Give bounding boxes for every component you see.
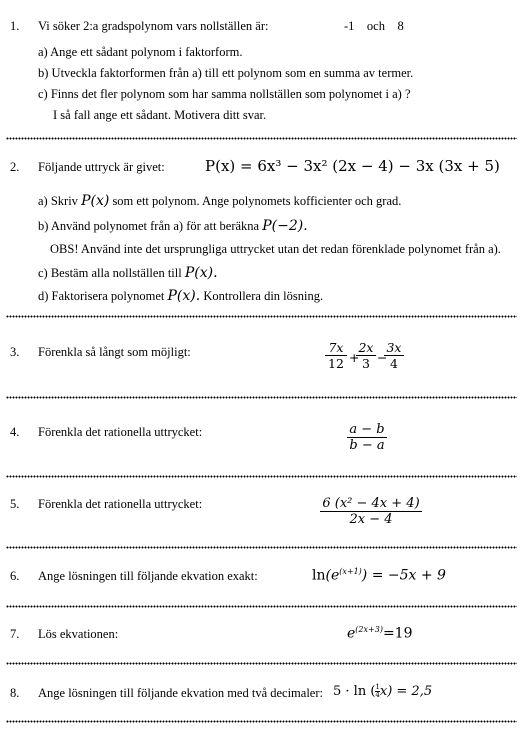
- q3-prompt: Förenkla så långt som möjligt:: [38, 345, 191, 359]
- q1-part-c: c) Finns det fler polynom som har samma nollställen som polynomet i a) ?: [38, 87, 411, 101]
- q2-c-prefix: c) Bestäm alla nollställen till: [38, 266, 182, 280]
- q4-number: 4.: [10, 425, 20, 439]
- q7-rhs: =19: [382, 625, 413, 642]
- q2-part-c: [38, 265, 218, 281]
- q6-equation: [312, 567, 446, 584]
- q2-d-prefix: d) Faktorisera polynomet: [38, 289, 165, 303]
- separator: [6, 720, 517, 723]
- separator: [6, 605, 517, 608]
- q7-exponent: (2x+3): [355, 625, 383, 634]
- q2-part-a: [38, 193, 401, 209]
- q4-numerator: a − b: [349, 422, 385, 437]
- q2-a-func: P(x): [81, 193, 110, 209]
- q2-expression: P(x) = 6x³ − 3x² (2x − 4) − 3x (3x + 5): [205, 157, 500, 175]
- q6-prompt: Ange lösningen till följande ekvation exakt:: [38, 569, 258, 583]
- q2-a-prefix: a) Skriv: [38, 194, 78, 208]
- q3-f2-numerator: 2x: [358, 340, 374, 355]
- q2-d-suffix: Kontrollera din lösning.: [203, 289, 324, 303]
- q6-exponent: (x+1): [339, 567, 362, 576]
- q8-number: 8.: [10, 686, 20, 700]
- separator: [6, 396, 517, 399]
- q3-operator-plus: +: [349, 350, 360, 365]
- separator: [6, 662, 517, 665]
- separator: [6, 546, 517, 549]
- q1-part-c-followup: I så fall ange ett sådant. Motivera ditt svar.: [53, 108, 267, 122]
- q2-part-b: [38, 218, 308, 234]
- q4-prompt: Förenkla det rationella uttrycket:: [38, 425, 203, 439]
- q3-number: 3.: [10, 345, 20, 359]
- q7-number: 7.: [10, 627, 20, 641]
- q8-frac-den: 4: [375, 691, 380, 699]
- q1-number: 1.: [10, 19, 20, 33]
- q1-part-a: a) Ange ett sådant polynom i faktorform.: [38, 45, 243, 59]
- q5-number: 5.: [10, 497, 20, 511]
- q4-fraction: [347, 422, 387, 453]
- q2-b-func: P(−2).: [262, 218, 308, 234]
- q2-obs-note: OBS! Använd inte det ursprungliga uttrycket utan det redan förenklade polynomet från a).: [50, 242, 501, 256]
- q1-prompt: Vi söker 2:a gradspolynom vars nollställen är:: [38, 19, 269, 33]
- q3-fraction-2: [356, 340, 376, 371]
- q2-number: 2.: [10, 160, 20, 174]
- q6-base: (e: [325, 567, 340, 584]
- q5-prompt: Förenkla det rationella uttrycket:: [38, 497, 203, 511]
- q3-fraction-1: [325, 340, 347, 371]
- q8-rhs: x) = 2,5: [379, 684, 433, 699]
- q8-prompt: Ange lösningen till följande ekvation med två decimaler:: [38, 686, 323, 700]
- q3-fraction-3: [384, 340, 404, 371]
- q8-lhs: 5 · ln (: [333, 684, 376, 699]
- q2-d-func: P(x).: [167, 288, 201, 304]
- q4-denominator: b − a: [349, 438, 385, 453]
- q2-b-prefix: b) Använd polynomet från a) för att beräkna: [38, 219, 260, 233]
- q3-f3-numerator: 3x: [386, 340, 402, 355]
- q1-zeros: -1 och 8: [344, 19, 404, 33]
- q3-f2-denominator: 3: [362, 356, 370, 371]
- separator: [6, 137, 517, 140]
- q8-frac-num: 1: [375, 683, 380, 691]
- q6-ln: ln: [312, 567, 326, 584]
- q3-f1-numerator: 7x: [328, 340, 344, 355]
- q5-fraction: [320, 496, 422, 527]
- q3-f3-denominator: 4: [390, 356, 398, 371]
- q2-a-suffix: som ett polynom. Ange polynomets kofficienter och grad.: [112, 194, 402, 208]
- q7-prompt: Lös ekvationen:: [38, 627, 119, 641]
- q2-part-d: [38, 288, 323, 304]
- q8-equation: [333, 684, 432, 699]
- q2-c-func: P(x).: [184, 265, 218, 281]
- q3-f1-denominator: 12: [328, 356, 344, 371]
- q7-base: e: [347, 625, 356, 642]
- q6-number: 6.: [10, 569, 20, 583]
- q1-part-b: b) Utveckla faktorformen från a) till ett polynom som en summa av termer.: [38, 66, 414, 80]
- q7-equation: [347, 625, 412, 643]
- q3-operator-minus: −: [377, 350, 388, 365]
- q5-denominator: 2x − 4: [349, 512, 393, 527]
- q6-rhs: ) = −5x + 9: [361, 567, 446, 584]
- separator: [6, 475, 517, 478]
- separator: [6, 315, 517, 318]
- q5-numerator: 6 (x² − 4x + 4): [322, 496, 420, 511]
- q2-prompt: Följande uttryck är givet:: [38, 160, 165, 174]
